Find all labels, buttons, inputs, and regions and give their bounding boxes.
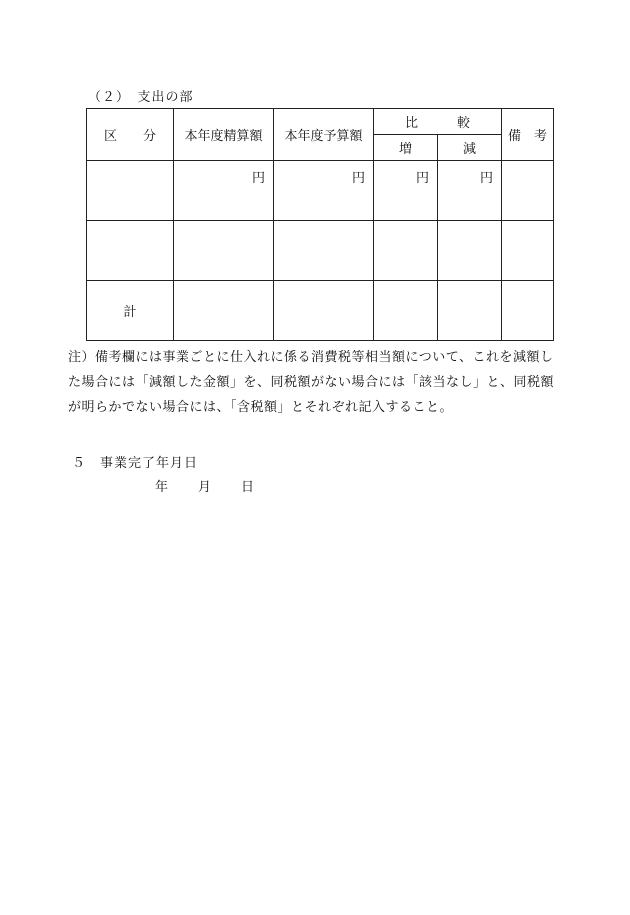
header-decrease: 減 [438,135,502,161]
table-cell [438,221,502,281]
expenditure-table [86,108,554,341]
header-settled-amount: 本年度精算額 [174,109,274,161]
table-cell [502,281,554,341]
header-increase: 増 [374,135,438,161]
budget-unit-label: 円 [274,161,374,221]
day-label: 日 [241,480,255,495]
decrease-unit-label: 円 [438,161,502,221]
table-cell [374,221,438,281]
completion-date-heading: ５ 事業完了年月日 [72,456,199,471]
completion-date-line [155,476,254,495]
settled-unit-label: 円 [174,161,274,221]
table-row [87,221,554,281]
header-budget-amount: 本年度予算額 [274,109,374,161]
month-label: 月 [198,480,212,495]
table-cell [87,221,174,281]
header-comparison: 比 較 [374,109,502,135]
table-cell [174,281,274,341]
table-cell [274,281,374,341]
total-label: 計 [87,281,174,341]
table-note: 注）備考欄には事業ごとに仕入れに係る消費税等相当額について、これを減額した場合には「減額した金額」を、同税額がない場合には「該当なし」と、同税額が明らかでない場合には、「含税額」とそれぞれ記入すること。 [68,350,555,415]
table-cell [438,281,502,341]
table-cell [502,161,554,221]
table-cell [174,221,274,281]
table-header-row [87,109,554,135]
increase-unit-label: 円 [374,161,438,221]
table-cell [274,221,374,281]
year-label: 年 [155,480,169,495]
table-total-row [87,281,554,341]
header-remarks: 備 考 [502,109,554,161]
table-cell [374,281,438,341]
table-cell [87,161,174,221]
table-cell [502,221,554,281]
section-heading: （２） 支出の部 [88,90,194,105]
header-category: 区 分 [87,109,174,161]
table-row [87,161,554,221]
